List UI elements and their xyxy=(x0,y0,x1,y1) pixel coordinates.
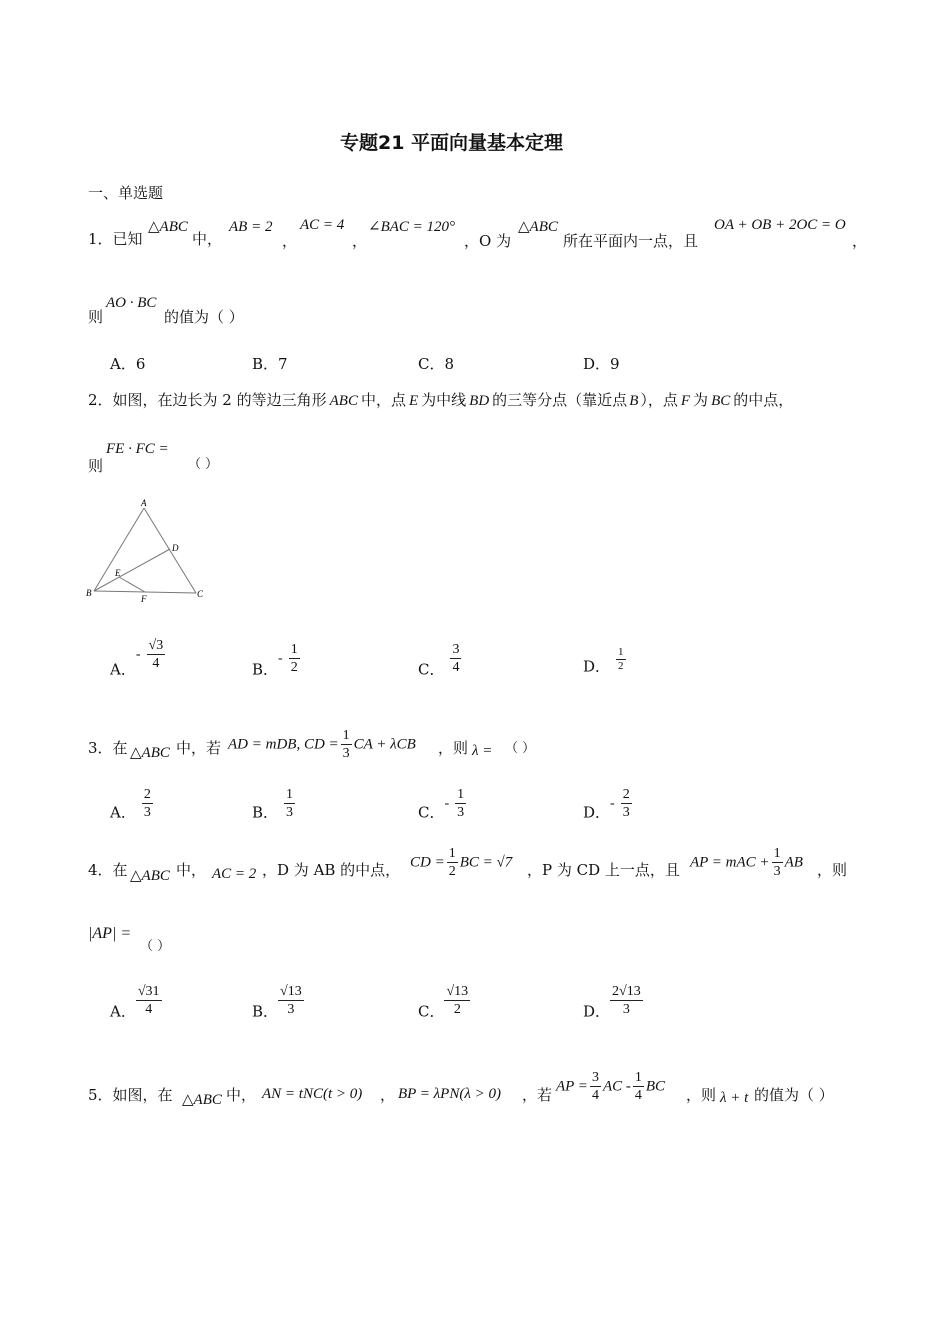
q1-option-b[interactable]: B．7 xyxy=(252,355,288,373)
q4-abs-ap: |AP| = xyxy=(88,925,132,942)
label-f: F xyxy=(141,594,147,604)
q5-suffix: 的值为（ ） xyxy=(754,1086,834,1104)
q1-angle: ∠BAC = 120° xyxy=(368,219,456,235)
q1-zhong: 中， xyxy=(192,230,223,248)
label-e: E xyxy=(115,568,121,578)
q4-prefix: 4．在 xyxy=(88,861,128,879)
section-heading: 一、单选题 xyxy=(88,184,164,202)
q4-d-mid: ，D 为 AB 的中点， xyxy=(262,861,401,879)
q2-expression: FE · FC = xyxy=(106,441,169,457)
q5-triangle: △ABC xyxy=(182,1092,222,1108)
page-title: 专题21 平面向量基本定理 xyxy=(340,132,564,154)
q2-triangle-figure xyxy=(84,496,214,606)
edge-ab xyxy=(94,508,144,591)
q4-option-a[interactable]: A． $\frac{√31}{4}$ xyxy=(110,984,160,1021)
q4-ze: ，则 xyxy=(817,861,848,879)
q4-triangle: △ABC xyxy=(130,868,170,884)
q4-paren: （ ） xyxy=(140,939,171,954)
q3-equation: AD = mDB, CD = $\frac{1}{3}$ CA + λCB xyxy=(228,728,416,761)
label-c: C xyxy=(197,589,204,599)
q2-line2-prefix: 则 xyxy=(88,457,104,475)
q1-triangle2: △ABC xyxy=(518,219,558,235)
q4-p-text: ，P 为 CD 上一点，且 xyxy=(527,861,680,879)
q3-prefix: 3．在 xyxy=(88,739,128,757)
q3-triangle: △ABC xyxy=(130,745,170,761)
q1-line2-suffix: 的值为（ ） xyxy=(164,308,244,326)
q4-cd-equation: CD = $\frac{1}{2}$ BC = √7 xyxy=(410,846,513,879)
q1-dot-product: AO · BC xyxy=(106,295,157,311)
q1-option-a[interactable]: A．6 xyxy=(110,355,146,373)
q3-lambda: λ = xyxy=(472,743,493,759)
label-d: D xyxy=(172,543,179,553)
q3-ze: ，则 xyxy=(438,739,469,757)
q1-plane: 所在平面内一点，且 xyxy=(563,232,699,250)
label-a: A xyxy=(141,498,147,508)
q5-zhong: 中， xyxy=(226,1086,257,1104)
q2-paren: （ ） xyxy=(188,457,219,472)
q3-option-d[interactable]: D．- $\frac{2}{3}$ xyxy=(583,787,630,822)
q1-comma2: ， xyxy=(352,232,368,250)
q1-line2-prefix: 则 xyxy=(88,308,104,326)
q4-option-b[interactable]: B． $\frac{√13}{3}$ xyxy=(252,984,302,1021)
q1-ac: AC = 4 xyxy=(300,217,345,233)
q4-option-c[interactable]: C． $\frac{√13}{2}$ xyxy=(418,984,469,1021)
q5-sum: λ + t xyxy=(720,1090,749,1106)
q1-option-d[interactable]: D．9 xyxy=(583,355,620,373)
edge-ac xyxy=(144,508,196,593)
q4-option-d[interactable]: D． $\frac{2√13}{3}$ xyxy=(583,984,641,1021)
q1-comma1: ， xyxy=(282,232,298,250)
q4-ac: AC = 2 xyxy=(212,866,257,882)
segment-ef xyxy=(119,577,145,592)
q2-option-a[interactable]: A．- $\frac{√3}{4}$ xyxy=(110,638,164,679)
q3-paren: （ ） xyxy=(505,741,536,756)
q4-zhong: 中， xyxy=(176,861,207,879)
q2-option-d[interactable]: D． $\frac{1}{2}$ xyxy=(583,646,624,676)
q1-triangle: △ABC xyxy=(148,219,188,235)
q5-comma: ， xyxy=(380,1086,396,1104)
q5-prefix: 5．如图，在 xyxy=(88,1086,173,1104)
q1-option-c[interactable]: C．8 xyxy=(418,355,455,373)
label-b: B xyxy=(86,588,92,598)
q2-option-c[interactable]: C． $\frac{3}{4}$ xyxy=(418,642,460,679)
q4-ap-equation: AP = mAC + $\frac{1}{3}$ AB xyxy=(690,846,803,879)
q5-an: AN = tNC(t > 0) xyxy=(262,1086,363,1102)
q5-ap-equation: AP = $\frac{3}{4}$ AC - $\frac{1}{4}$ BC xyxy=(556,1070,666,1103)
q3-option-b[interactable]: B． $\frac{1}{3}$ xyxy=(252,787,294,822)
q2-option-b[interactable]: B．- $\frac{1}{2}$ xyxy=(252,642,298,679)
q3-option-c[interactable]: C．- $\frac{1}{3}$ xyxy=(418,787,465,822)
q5-bp: BP = λPN(λ > 0) xyxy=(398,1086,501,1102)
q2-line1: 2．如图，在边长为 2 的等边三角形 ABC 中，点 E 为中线 BD 的三等分点（靠近点 B ），点 F 为 BC 的中点， xyxy=(88,391,794,409)
q1-ab: AB = 2 xyxy=(229,219,273,235)
q1-end: ， xyxy=(852,232,868,250)
q3-ruo: 中，若 xyxy=(176,739,222,757)
q5-ze: ，则 xyxy=(686,1086,717,1104)
q1-equation: OA + OB + 2OC = O xyxy=(714,217,846,233)
q1-o-text: ，O 为 xyxy=(464,232,512,250)
q1-prefix: 1．已知 xyxy=(88,230,143,248)
q5-ruo: ，若 xyxy=(522,1086,553,1104)
q3-option-a[interactable]: A． $\frac{2}{3}$ xyxy=(110,787,151,822)
